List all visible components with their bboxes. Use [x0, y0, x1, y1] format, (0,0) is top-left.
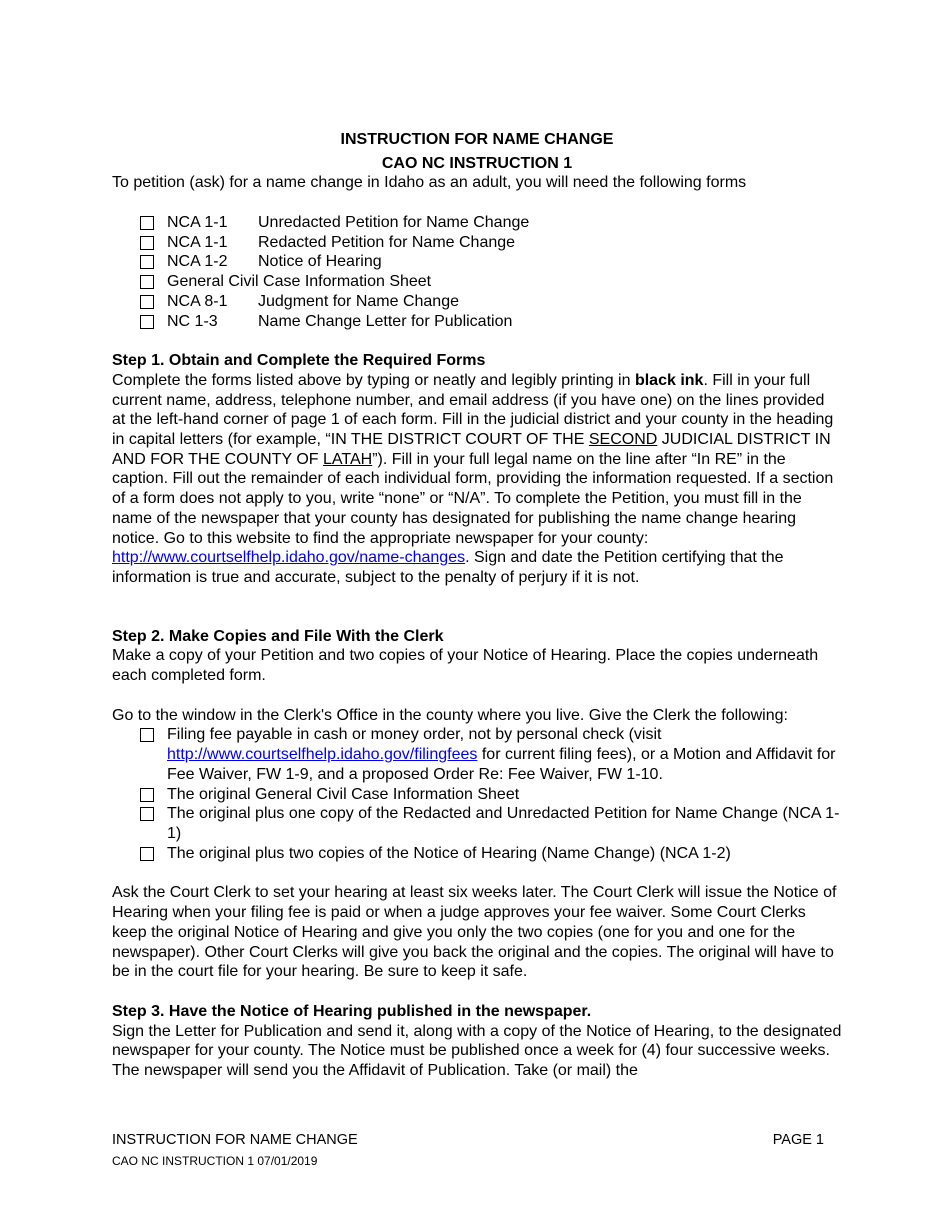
clerk-item: The original plus one copy of the Redacted and Unredacted Petition for Name Change (NCA 1-1): [140, 804, 842, 843]
form-item: [140, 272, 842, 292]
form-item: [140, 233, 842, 253]
checkbox[interactable]: [140, 807, 154, 821]
step2-paragraph-clerk: Go to the window in the Clerk's Office in the county where you live. Give the Clerk the following:: [112, 706, 788, 724]
checkbox[interactable]: [140, 728, 154, 742]
form-code: NC 1-3: [167, 312, 218, 330]
form-code: NCA 1-1: [167, 233, 228, 251]
form-name: Judgment for Name Change: [258, 292, 459, 310]
form-name: Redacted Petition for Name Change: [258, 233, 516, 251]
checkbox[interactable]: [140, 788, 154, 802]
document-body: [112, 130, 842, 1081]
step3-heading: Step 3. Have the Notice of Hearing published in the newspaper.: [112, 1002, 592, 1020]
county-example: LATAH: [322, 450, 373, 468]
form-code: NCA 1-1: [167, 214, 228, 232]
step2-paragraph-hearing: Ask the Court Clerk to set your hearing at least six weeks later. The Court Clerk will issue the Notice of Hearing when your filing fee is paid or when a judge approves your fee waiver. Some Court Clerks keep the original Notice of Hearing and give you only the two copies (one for you and one for the newspaper). Other Court Clerks will give you back the original and the copies. The original will have to be in the court file for your hearing. Be sure to keep it safe.: [112, 884, 837, 981]
clerk-item: The original General Civil Case Information Sheet: [140, 785, 842, 805]
page-number: PAGE 1: [772, 1132, 824, 1148]
black-ink-emphasis: black ink: [634, 371, 704, 389]
form-code: NCA 1-2: [167, 253, 228, 271]
form-item: [140, 252, 842, 272]
checkbox[interactable]: [140, 275, 154, 289]
form-name: General Civil Case Information Sheet: [167, 273, 432, 291]
footer-title: INSTRUCTION FOR NAME CHANGE: [112, 1132, 358, 1148]
form-item: [140, 312, 842, 332]
required-forms-list: [140, 213, 842, 331]
step3-paragraph: Sign the Letter for Publication and send it, along with a copy of the Notice of Hearing, to the designated newspaper for your county. The Notice must be published once a week for (4) four successive weeks. The newspaper will send you the Affidavit of Publication. Take (or mail) the: [112, 1022, 842, 1080]
document-title: INSTRUCTION FOR NAME CHANGE: [340, 131, 614, 148]
filing-fees-link[interactable]: http://www.courtselfhelp.idaho.gov/filingfees: [167, 746, 478, 764]
footer-code: CAO NC INSTRUCTION 1 07/01/2019: [112, 1153, 318, 1168]
form-name: Unredacted Petition for Name Change: [258, 214, 530, 232]
checkbox[interactable]: [140, 216, 154, 230]
form-item: [140, 292, 842, 312]
intro-text: To petition (ask) for a name change in Idaho as an adult, you will need the following forms: [112, 174, 747, 192]
checkbox[interactable]: [140, 236, 154, 250]
checkbox[interactable]: [140, 315, 154, 329]
checkbox[interactable]: [140, 847, 154, 861]
step1-paragraph: Complete the forms listed above by typing or neatly and legibly printing in black ink. Fill in your full current name, address, telephone number, and email address (if you have one) on the lines provided at the left-hand corner of page 1 of each form. Fill in the judicial district and your county in the heading in capital letters (for example, “IN THE DISTRICT COURT OF THE SECOND JUDICIAL DISTRICT IN AND FOR THE COUNTY OF LATAH”). Fill in your full legal name on the line after “In RE” in the caption. Fill out the remainder of each individual form, providing the information requested. If a section of a form does not apply to you, write “none” or “N/A”. To complete the Petition, you must fill in the name of the newspaper that your county has designated for publishing the name change hearing notice. Go to this website to find the appropriate newspaper for your county: http://www.courtselfhelp.idaho.gov/name-changes. Sign and date the Petition certifying that the information is true and accurate, subject to the penalty of perjury if it is not.: [112, 371, 834, 586]
form-item: [140, 213, 842, 233]
checkbox[interactable]: [140, 295, 154, 309]
page-footer: [112, 1131, 824, 1171]
step2-heading: Step 2. Make Copies and File With the Clerk: [112, 627, 444, 645]
form-name: Notice of Hearing: [258, 253, 382, 271]
form-code: NCA 8-1: [167, 292, 228, 310]
clerk-item: The original plus two copies of the Notice of Hearing (Name Change) (NCA 1-2): [140, 844, 842, 864]
step2-paragraph-copies: Make a copy of your Petition and two copies of your Notice of Hearing. Place the copies underneath each completed form.: [112, 647, 819, 685]
step1-heading: Step 1. Obtain and Complete the Required Forms: [112, 352, 486, 370]
clerk-item: Filing fee payable in cash or money order, not by personal check (visit http://www.courtselfhelp.idaho.gov/filingfees for current filing fees), or a Motion and Affidavit for Fee Waiver, FW 1-9, and a proposed Order Re: Fee Waiver, FW 1-10.: [140, 725, 842, 784]
district-example: SECOND: [588, 431, 658, 449]
document-subtitle: CAO NC INSTRUCTION 1: [381, 154, 573, 172]
name-changes-link[interactable]: http://www.courtselfhelp.idaho.gov/name-changes: [112, 549, 466, 567]
checkbox[interactable]: [140, 255, 154, 269]
form-name: Name Change Letter for Publication: [258, 312, 513, 330]
clerk-items-list: [140, 725, 842, 863]
